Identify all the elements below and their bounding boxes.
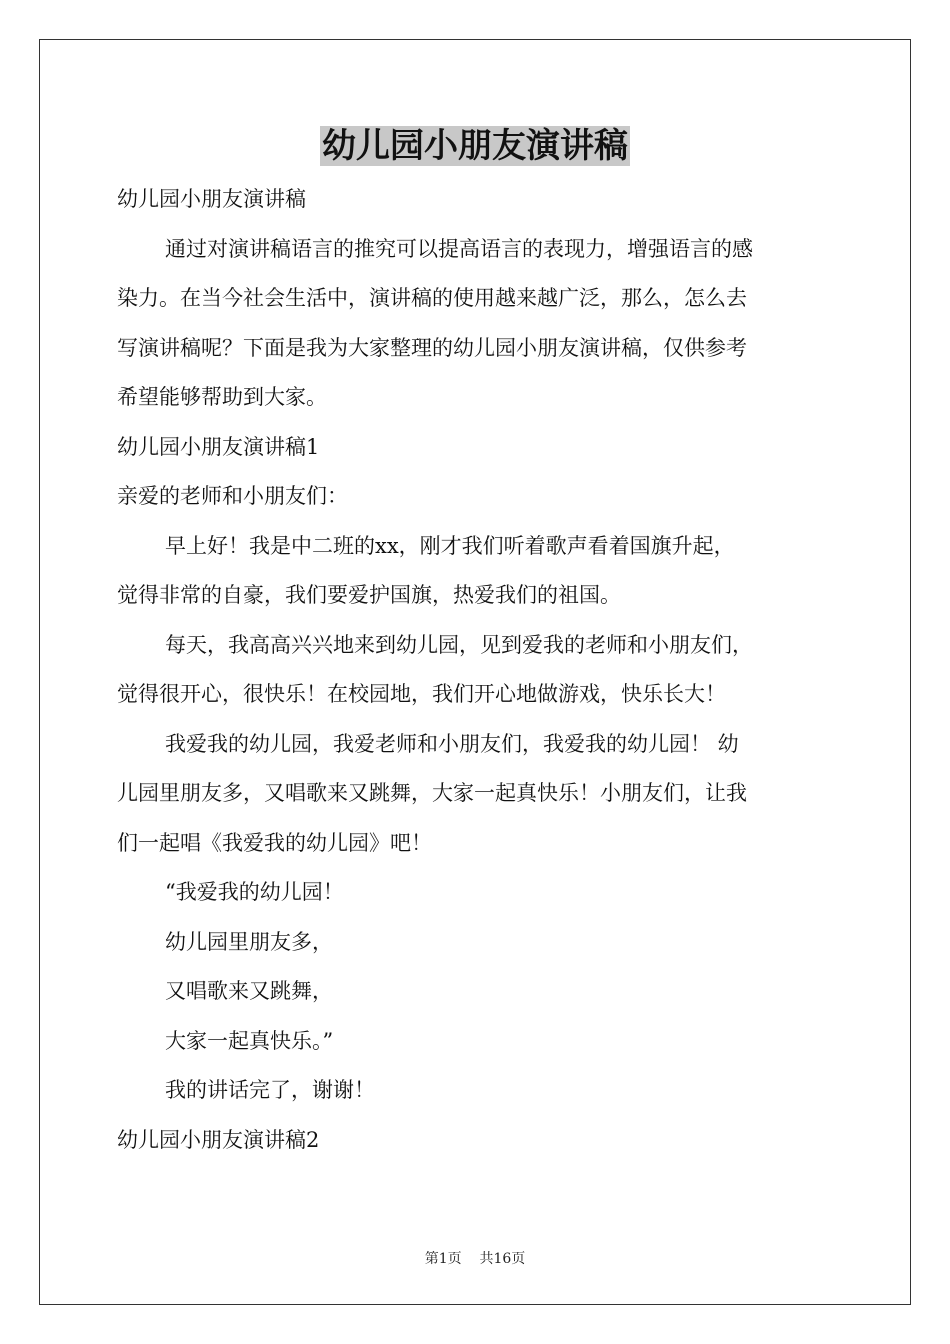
line-song-4: 大家一起真快乐。” <box>165 1028 334 1053</box>
page-footer <box>0 1248 950 1268</box>
section-heading-2: 幼儿园小朋友演讲稿2 <box>117 1127 320 1152</box>
document-title: 幼儿园小朋友演讲稿 <box>322 126 628 166</box>
document-body <box>117 120 833 1165</box>
line-body-2: 觉得非常的自豪，我们要爱护国旗，热爱我们的祖国。 <box>117 583 621 607</box>
line-body-5: 我爱我的幼儿园，我爱老师和小朋友们，我爱我的幼儿园！ 幼 <box>165 731 739 756</box>
line-subtitle: 幼儿园小朋友演讲稿 <box>117 187 306 211</box>
line-intro-2: 染力。在当今社会生活中，演讲稿的使用越来越广泛，那么，怎么去 <box>117 286 747 310</box>
line-body-3: 每天，我高高兴兴地来到幼儿园，见到爱我的老师和小朋友们， <box>165 632 753 657</box>
line-intro-1: 通过对演讲稿语言的推究可以提高语言的表现力，增强语言的感 <box>165 236 753 261</box>
line-intro-4: 希望能够帮助到大家。 <box>117 385 327 409</box>
line-greeting: 亲爱的老师和小朋友们： <box>117 484 348 508</box>
line-intro-3: 写演讲稿呢？下面是我为大家整理的幼儿园小朋友演讲稿，仅供参考 <box>117 335 747 360</box>
line-body-6: 儿园里朋友多，又唱歌来又跳舞，大家一起真快乐！小朋友们，让我 <box>117 781 747 805</box>
section-heading-1: 幼儿园小朋友演讲稿1 <box>117 434 320 459</box>
line-body-7: 们一起唱《我爱我的幼儿园》吧！ <box>117 830 432 855</box>
line-song-2: 幼儿园里朋友多， <box>165 929 333 954</box>
page-number: 第1页 共16页 <box>424 1251 526 1267</box>
line-body-1: 早上好！我是中二班的xx，刚才我们听着歌声看着国旗升起， <box>165 533 735 558</box>
line-closing: 我的讲话完了，谢谢！ <box>165 1078 375 1102</box>
line-song-3: 又唱歌来又跳舞， <box>165 979 333 1003</box>
line-body-4: 觉得很开心，很快乐！在校园地，我们开心地做游戏，快乐长大！ <box>117 682 726 706</box>
line-song-1: “我爱我的幼儿园！ <box>165 880 344 904</box>
